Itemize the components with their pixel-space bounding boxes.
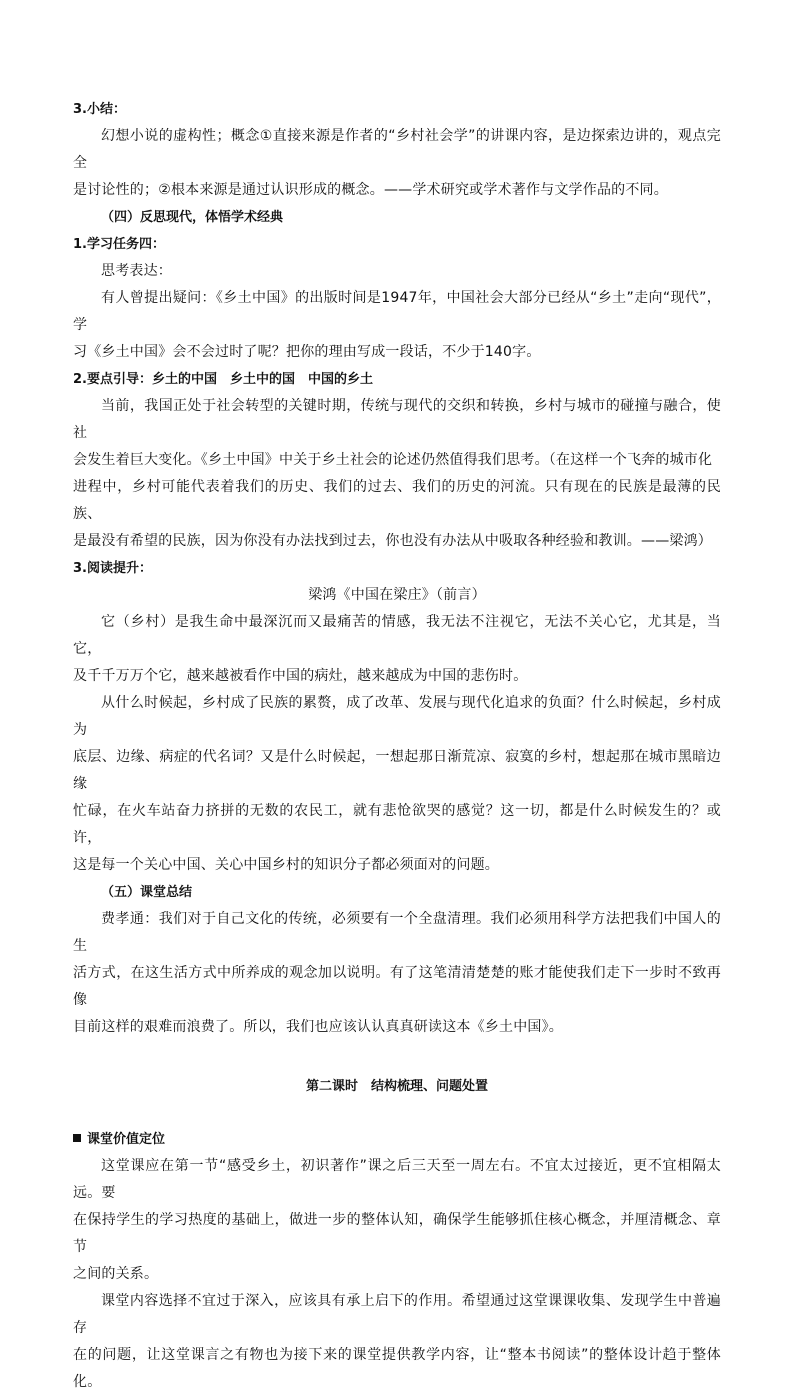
summary-line: 活方式，在这生活方式中所养成的观念加以说明。有了这笔清清楚楚的账才能使我们走下一步时不致再像 — [73, 965, 721, 1008]
reading-line: 从什么时候起，乡村成了民族的累赘，成了改革、发展与现代化追求的负面？什么时候起，乡村成为 — [73, 695, 721, 738]
value-line: 课堂内容选择不宜过于深入，应该具有承上启下的作用。希望通过这堂课课收集、发现学生中普遍存 — [73, 1293, 721, 1336]
guide-line: 会发生着巨大变化。《乡土中国》中关于乡土社会的论述仍然值得我们思考。（在这样一个飞奔的城市化 — [73, 452, 713, 468]
reading-title: 梁鸿《中国在梁庄》（前言） — [308, 587, 486, 603]
task4-line: 习《乡土中国》会不会过时了呢？把你的理由写成一段话，不少于140字。 — [73, 344, 541, 360]
xiaojie-line: 是讨论性的；②根本来源是通过认识形成的概念。——学术研究或学术著作与文学作品的不同。 — [73, 182, 668, 198]
reading-line: 底层、边缘、病症的代名词？又是什么时候起，一想起那日渐荒凉、寂寞的乡村，想起那在城市黑暗边缘 — [73, 749, 721, 792]
reading-line: 忙碌，在火车站奋力挤拼的无数的农民工，就有悲怆欲哭的感觉？这一切，都是什么时候发生的？或许， — [73, 803, 721, 846]
guide-line: 当前，我国正处于社会转型的关键时期，传统与现代的交织和转换，乡村与城市的碰撞与融合，使社 — [73, 398, 721, 441]
lesson2-title: 第二课时 结构梳理、问题处置 — [305, 1079, 488, 1094]
square-bullet-icon — [73, 1134, 81, 1142]
heading-part5: （五）课堂总结 — [101, 885, 193, 900]
summary-line: 目前这样的艰难而浪费了。所以，我们也应该认认真真研读这本《乡土中国》。 — [73, 1019, 563, 1035]
document-page — [73, 96, 721, 1396]
heading-xiaojie: 3.小结： — [73, 102, 126, 117]
heading-guide: 2.要点引导：乡土的中国 乡土中的国 中国的乡土 — [73, 372, 373, 387]
value-line: 之间的关系。 — [73, 1266, 159, 1282]
heading-task4: 1.学习任务四： — [73, 237, 165, 252]
guide-line: 是最没有希望的民族，因为你没有办法找到过去，你也没有办法从中吸取各种经验和教训。——梁鸿） — [73, 533, 712, 549]
heading-value-label: 课堂价值定位 — [87, 1132, 166, 1147]
value-line: 在保持学生的学习热度的基础上，做进一步的整体认知，确保学生能够抓住核心概念，并厘清概念、章节 — [73, 1212, 721, 1255]
heading-value — [73, 1126, 721, 1153]
value-line: 这堂课应在第一节“感受乡土，初识著作”课之后三天至一周左右。不宜太过接近，更不宜相隔太远。要 — [73, 1158, 721, 1201]
task4-line: 有人曾提出疑问：《乡土中国》的出版时间是1947年，中国社会大部分已经从“乡土”走向“现代”，学 — [73, 290, 721, 333]
summary-line: 费孝通：我们对于自己文化的传统，必须要有一个全盘清理。我们必须用科学方法把我们中国人的生 — [73, 911, 721, 954]
guide-line: 进程中，乡村可能代表着我们的历史、我们的过去、我们的历史的河流。只有现在的民族是最薄的民族、 — [73, 479, 721, 522]
xiaojie-line: 幻想小说的虚构性；概念①直接来源是作者的“乡村社会学”的讲课内容，是边探索边讲的，观点完全 — [73, 128, 721, 171]
value-line: 在的问题，让这堂课言之有物也为接下来的课堂提供教学内容，让“整本书阅读”的整体设计趋于整体化。 — [73, 1347, 721, 1390]
heading-part4: （四）反思现代，体悟学术经典 — [101, 210, 284, 225]
reading-line: 这是每一个关心中国、关心中国乡村的知识分子都必须面对的问题。 — [73, 857, 499, 873]
task4-line: 思考表达： — [101, 263, 172, 279]
reading-line: 它（乡村）是我生命中最深沉而又最痛苦的情感，我无法不注视它，无法不关心它，尤其是，当它， — [73, 614, 721, 657]
reading-line: 及千千万万个它，越来越被看作中国的病灶，越来越成为中国的悲伤时。 — [73, 668, 528, 684]
spacer — [73, 1100, 721, 1126]
heading-reading: 3.阅读提升： — [73, 561, 152, 576]
spacer — [73, 1041, 721, 1073]
